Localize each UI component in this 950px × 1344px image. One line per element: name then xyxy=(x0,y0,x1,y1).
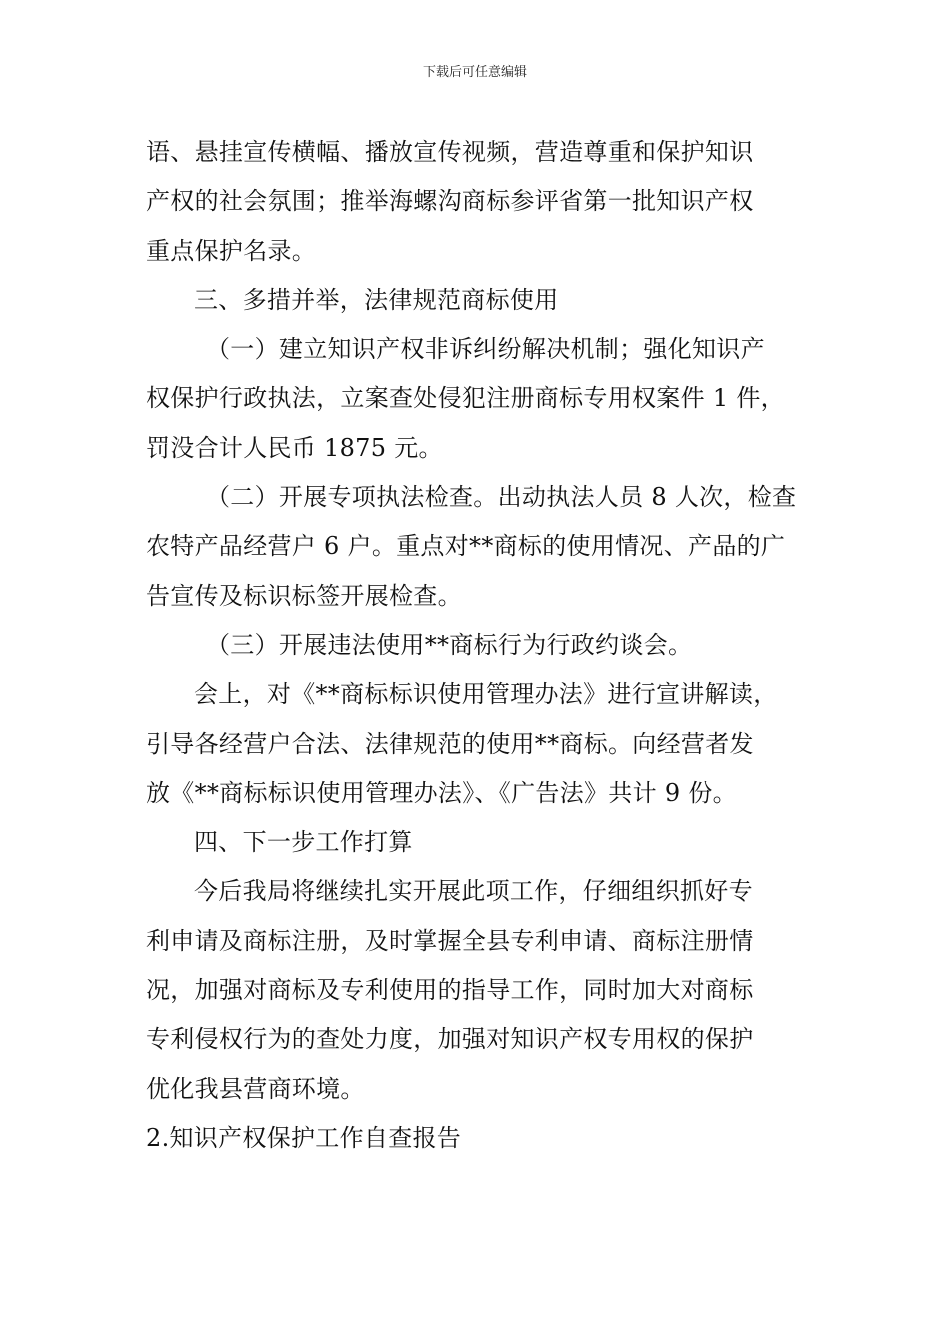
paragraph-line: 放《**商标标识使用管理办法》、《广告法》共计 9 份。 xyxy=(146,778,737,807)
paragraph-line: 况，加强对商标及专利使用的指导工作，同时加大对商标 xyxy=(146,976,754,1005)
paragraph-line: 罚没合计人民币 1875 元。 xyxy=(146,433,443,462)
section-heading: 四、下一步工作打算 xyxy=(194,828,413,857)
paragraph-line: 产权的社会氛围；推举海螺沟商标参评省第一批知识产权 xyxy=(146,187,754,216)
paragraph-line: 引导各经营户合法、法律规范的使用**商标。向经营者发 xyxy=(146,729,754,758)
paragraph-line: 会上，对《**商标标识使用管理办法》进行宣讲解读， xyxy=(194,680,778,709)
paragraph-line: 权保护行政执法，立案查处侵犯注册商标专用权案件 1 件， xyxy=(146,384,785,413)
paragraph-line: （二）开展专项执法检查。出动执法人员 8 人次，检查 xyxy=(206,483,797,512)
document-body xyxy=(146,128,826,1163)
paragraph-line: 利申请及商标注册，及时掌握全县专利申请、商标注册情 xyxy=(146,926,754,955)
paragraph-line: 优化我县营商环境。 xyxy=(146,1074,365,1103)
section-heading: 三、多措并举，法律规范商标使用 xyxy=(194,285,559,314)
paragraph-line: 语、悬挂宣传横幅、播放宣传视频，营造尊重和保护知识 xyxy=(146,138,754,166)
paragraph-line: 今后我局将继续扎实开展此项工作，仔细组织抓好专 xyxy=(194,877,753,906)
paragraph-line: 告宣传及标识标签开展检查。 xyxy=(146,581,462,610)
paragraph-line: （一）建立知识产权非诉纠纷解决机制；强化知识产 xyxy=(206,335,765,364)
paragraph-line: 重点保护名录。 xyxy=(146,236,317,265)
document-title-line: 2.知识产权保护工作自查报告 xyxy=(146,1123,462,1152)
paragraph-line: 专利侵权行为的查处力度，加强对知识产权专用权的保护 xyxy=(146,1025,754,1054)
page-header: 下载后可任意编辑 xyxy=(422,65,527,80)
paragraph-line: 农特产品经营户 6 户。重点对**商标的使用情况、产品的广 xyxy=(146,532,786,561)
paragraph-line: （三）开展违法使用**商标行为行政约谈会。 xyxy=(206,630,693,659)
